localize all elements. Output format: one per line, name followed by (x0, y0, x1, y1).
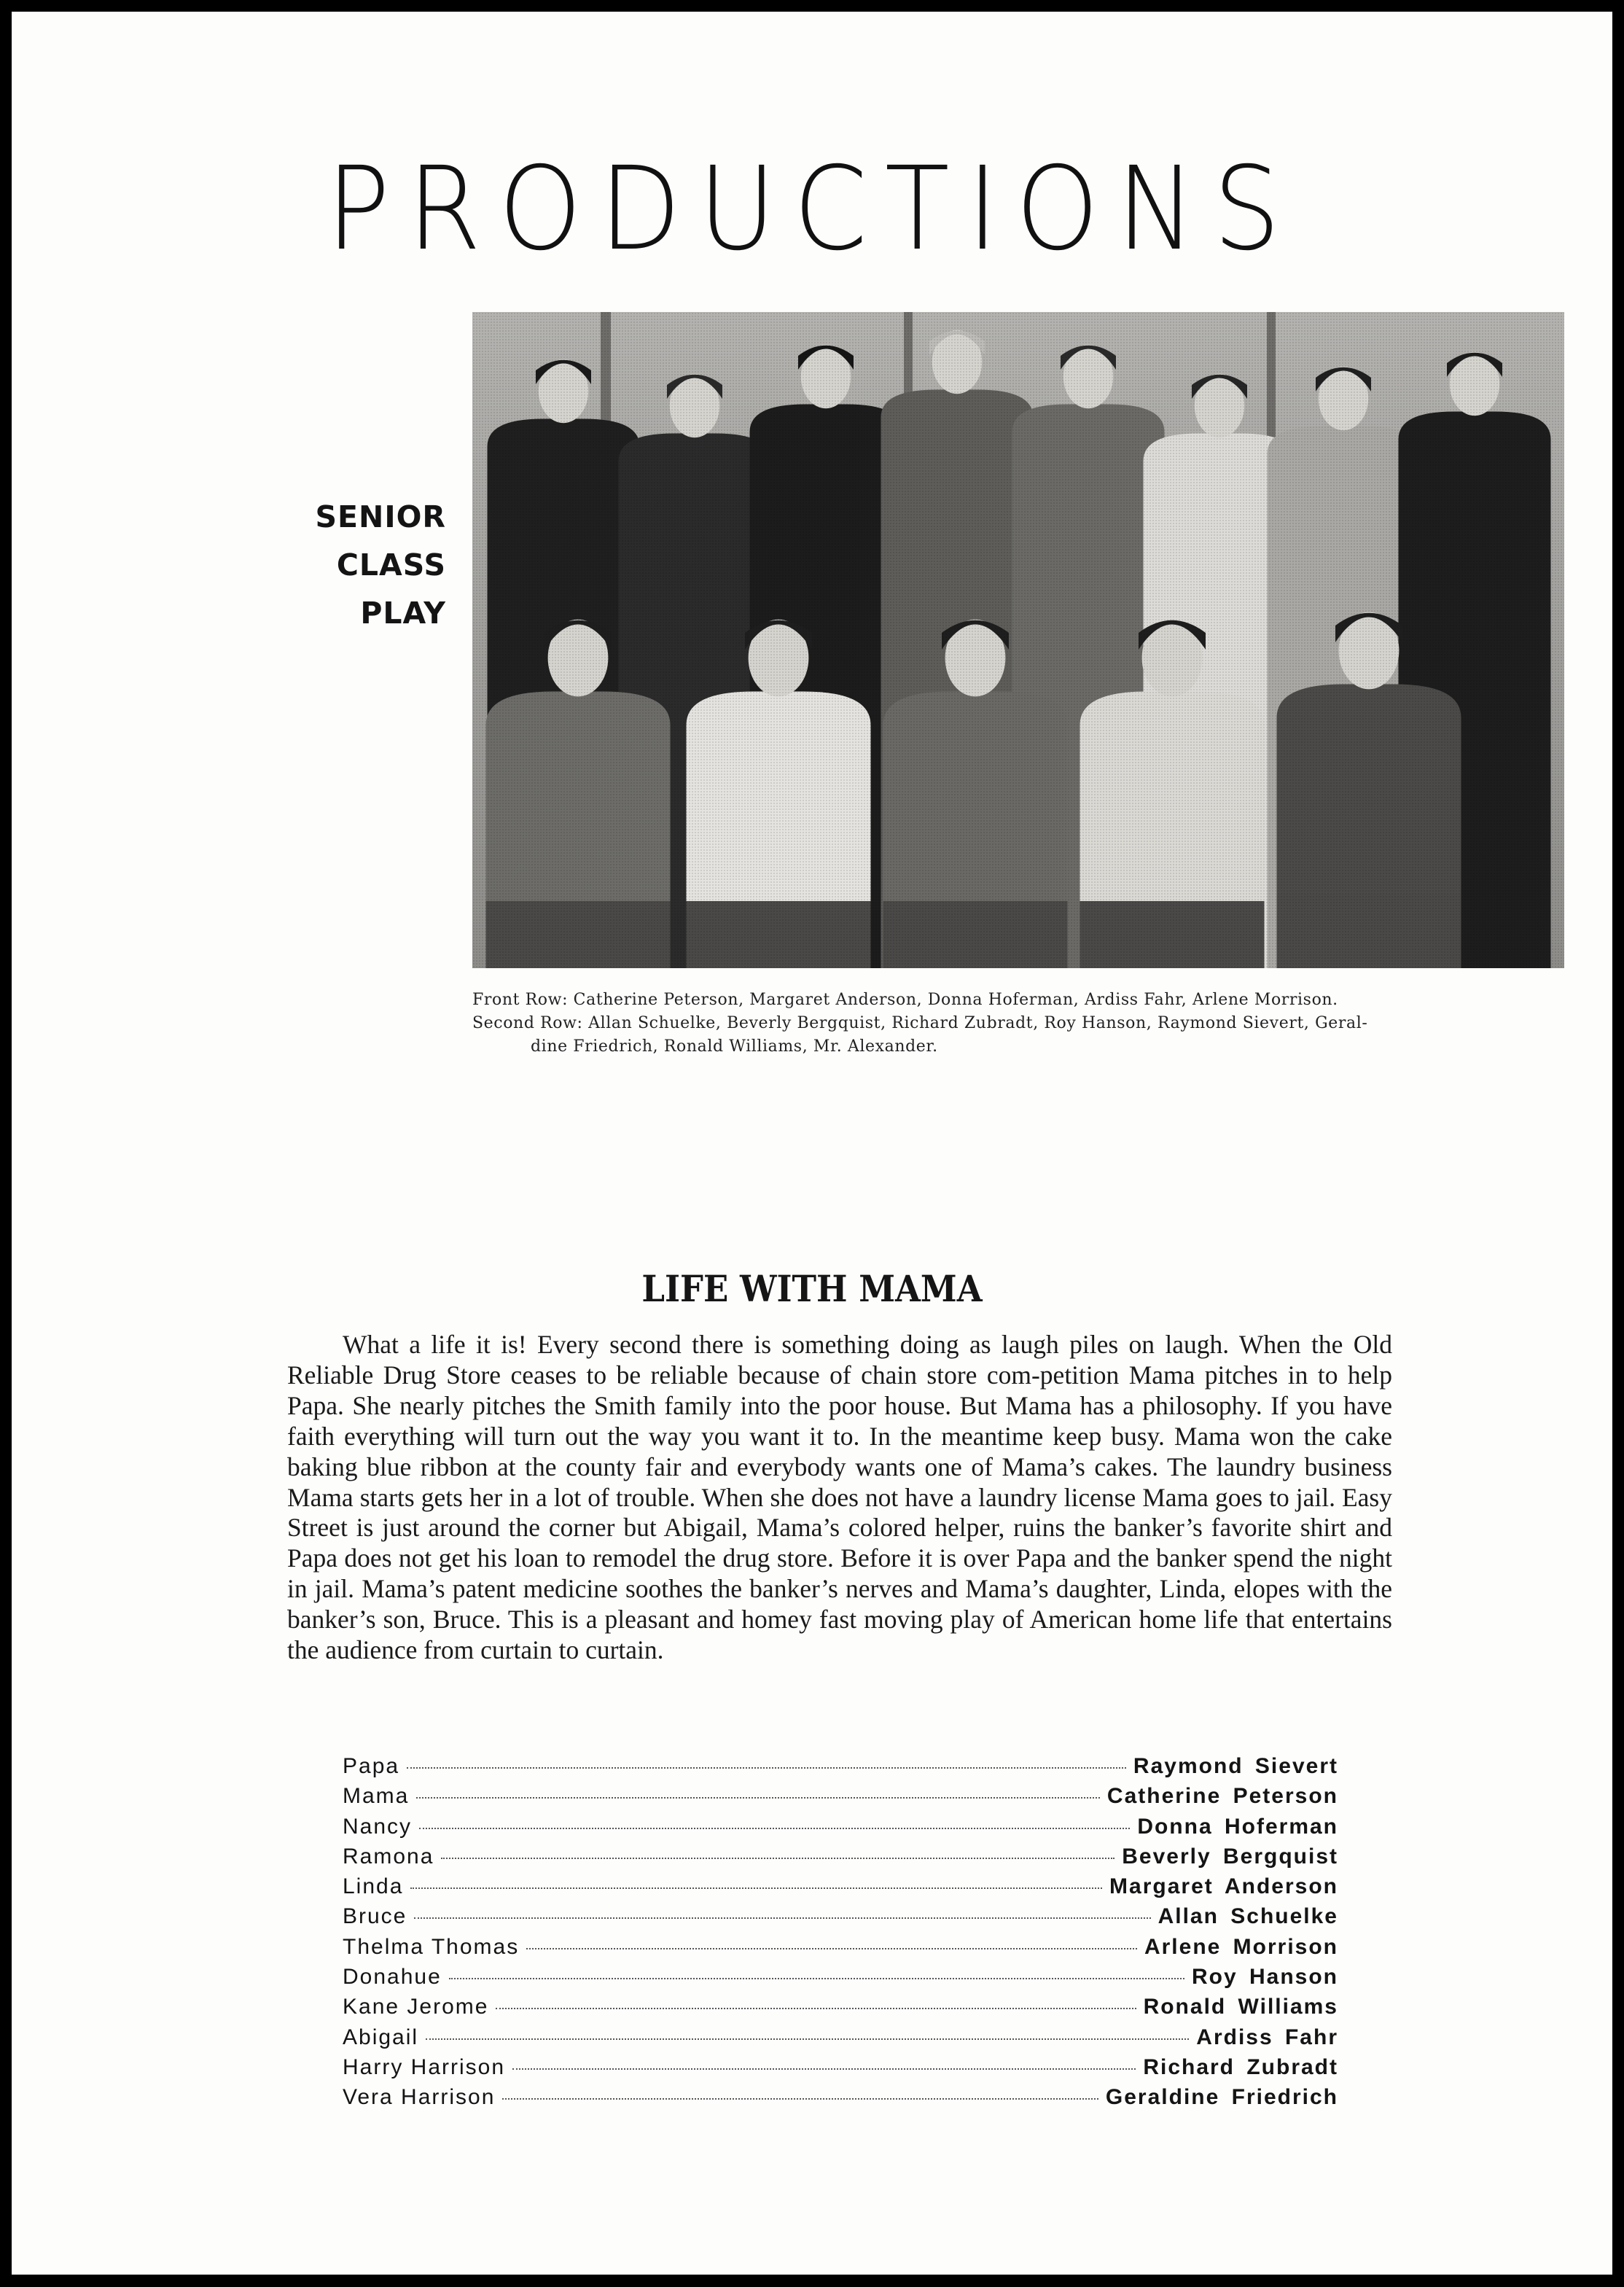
cast-row (343, 1754, 1338, 1784)
play-title: LIFE WITH MAMA (641, 1267, 983, 1310)
dot-leader (416, 1797, 1100, 1799)
dot-leader (407, 1767, 1126, 1769)
cast-role: Donahue (343, 1965, 442, 1990)
cast-role: Harry Harrison (343, 2054, 506, 2079)
cast-actor: Donna Hoferman (1137, 1814, 1338, 1839)
cast-actor: Ronald Williams (1143, 1995, 1338, 2019)
cast-role: Nancy (343, 1814, 413, 1839)
cast-actor: Allan Schuelke (1158, 1904, 1338, 1929)
section-heading-line: CLASS (336, 548, 446, 583)
dot-leader (502, 2098, 1098, 2100)
dot-leader (496, 2008, 1136, 2009)
cast-list (343, 1754, 1338, 2116)
section-heading-line: SENIOR (315, 499, 446, 534)
cast-row (343, 2055, 1338, 2085)
cast-actor: Catherine Peterson (1106, 1784, 1338, 1809)
dot-leader (526, 1948, 1137, 1949)
dot-leader (410, 1887, 1102, 1889)
cast-role: Kane Jerome (343, 1995, 489, 2019)
dot-leader (441, 1858, 1114, 1859)
section-heading-line: PLAY (360, 596, 446, 631)
cast-actor: Richard Zubradt (1143, 2054, 1338, 2079)
cast-row (343, 1844, 1338, 1874)
cast-role: Mama (343, 1784, 410, 1809)
group-photo (472, 312, 1564, 968)
dot-leader (512, 2068, 1136, 2070)
page-title: PRODUCTIONS (326, 142, 1298, 276)
cast-row (343, 1965, 1338, 1995)
cast-actor: Arlene Morrison (1144, 1934, 1338, 1959)
cast-actor: Margaret Anderson (1109, 1874, 1338, 1899)
cast-role: Ramona (343, 1844, 434, 1869)
cast-actor: Beverly Bergquist (1122, 1844, 1338, 1869)
cast-row (343, 1815, 1338, 1844)
cast-actor: Geraldine Friedrich (1105, 2085, 1338, 2110)
cast-row (343, 1874, 1338, 1904)
cast-row (343, 2025, 1338, 2055)
cast-actor: Ardiss Fahr (1196, 2025, 1338, 2049)
cast-role: Abigail (343, 2025, 419, 2049)
cast-actor: Roy Hanson (1191, 1965, 1338, 1990)
cast-role: Thelma Thomas (343, 1934, 520, 1959)
play-synopsis: What a life it is! Every second there is something doing as laugh piles on laugh. When the Old Reliable Drug Store ceases to be reliable because of chain store com-petition Mama pitches in to help Papa. She nearly pitches the Smith family into the poor house. But Mama has a philosophy. If you have faith everything will turn out the way you want it to. In the meantime keep busy. Mama won the cake baking blue ribbon at the county fair and everybody wants one of Mama’s cakes. The laundry business Mama starts gets her in a lot of trouble. When she does not have a laundry license Mama goes to jail. Easy Street is just around the corner but Abigail, Mama’s colored helper, ruins the banker’s favorite shirt and Papa does not get his loan to remodel the drug store. Before it is over Papa and the banker spend the night in jail. Mama’s patent medicine soothes the banker’s nerves and Mama’s daughter, Linda, elopes with the banker’s son, Bruce. This is a pleasant and homey fast moving play of American home life that entertains the audience from curtain to curtain. (287, 1330, 1392, 1665)
group-photo-image (472, 312, 1564, 968)
photo-caption (472, 989, 1566, 1059)
cast-row (343, 2085, 1338, 2115)
dot-leader (449, 1978, 1184, 1979)
section-heading (274, 493, 446, 637)
dot-leader (414, 1917, 1150, 1919)
caption-second-row: Second Row: Allan Schuelke, Beverly Bergquist, Richard Zubradt, Roy Hanson, Raymond Sievert, Geral- (472, 1014, 1368, 1032)
dot-leader (426, 2038, 1189, 2040)
cast-row (343, 1904, 1338, 1934)
caption-second-row-continued: dine Friedrich, Ronald Williams, Mr. Alexander. (531, 1037, 938, 1056)
cast-role: Linda (343, 1874, 404, 1899)
cast-actor: Raymond Sievert (1133, 1754, 1338, 1778)
cast-role: Vera Harrison (343, 2085, 496, 2110)
dot-leader (419, 1828, 1130, 1829)
halftone-overlay (472, 312, 1564, 968)
cast-row (343, 1995, 1338, 2025)
cast-row (343, 1935, 1338, 1965)
cast-role: Bruce (343, 1904, 407, 1929)
caption-front-row: Front Row: Catherine Peterson, Margaret Anderson, Donna Hoferman, Ardiss Fahr, Arlene Morrison. (472, 991, 1338, 1009)
cast-row (343, 1784, 1338, 1814)
cast-role: Papa (343, 1754, 400, 1778)
yearbook-page (12, 12, 1612, 2275)
